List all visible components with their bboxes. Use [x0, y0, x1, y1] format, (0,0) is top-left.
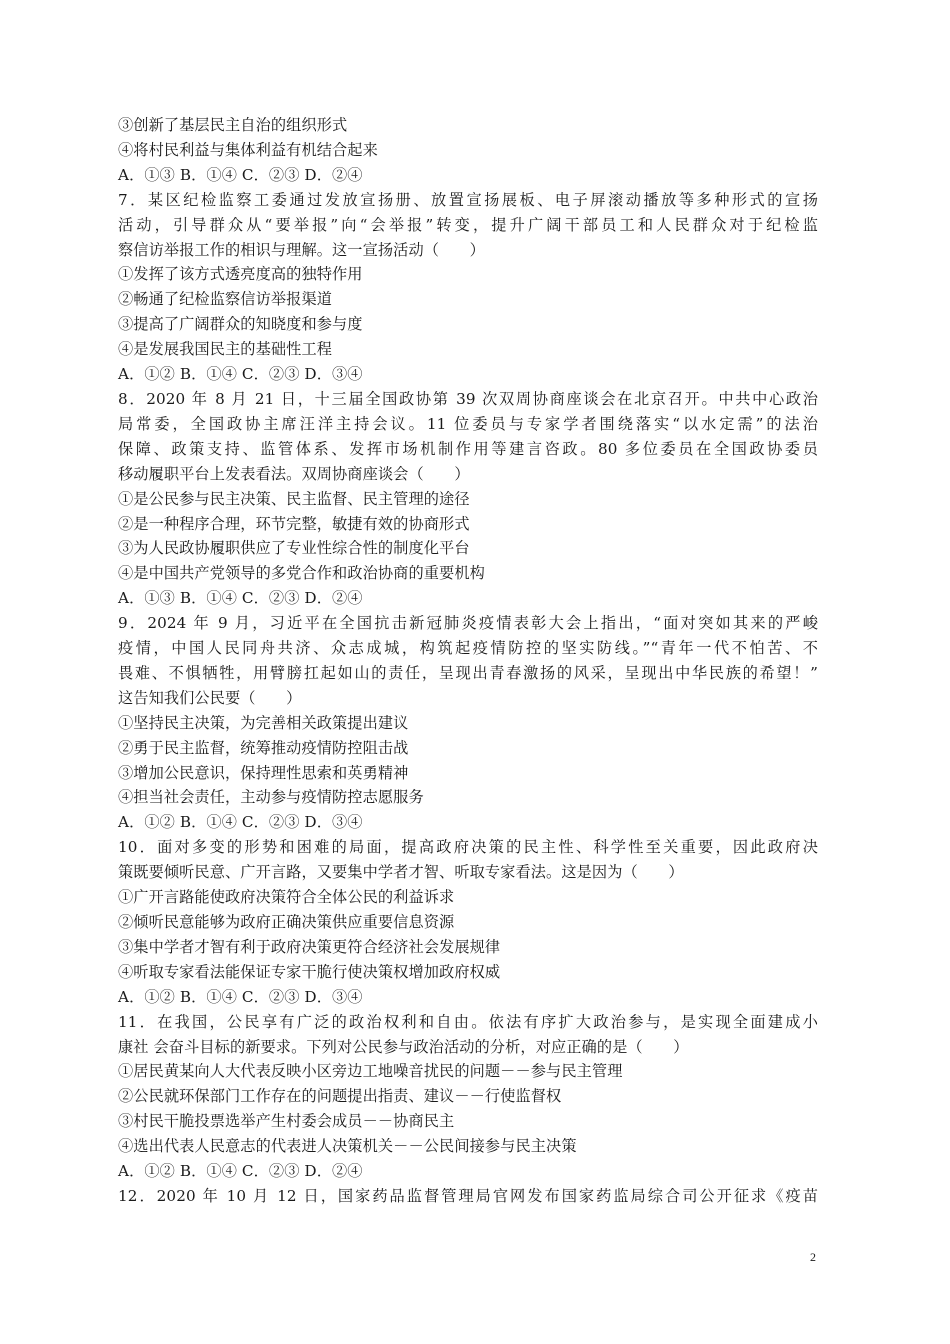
question-8-text: 局常委，全国政协主席汪洋主持会议。11 位委员与专家学者围绕落实“以水定需”的法治: [118, 414, 818, 433]
answer-choices: A．①③ B．①④ C．②③ D．②④: [118, 589, 363, 608]
option-line: ④听取专家看法能保证专家干脆行使决策权增加政府权威: [118, 962, 501, 981]
option-line: ③村民干脆投票选举产生村委会成员－－协商民主: [118, 1112, 455, 1131]
option-line: ③为人民政协履职供应了专业性综合性的制度化平台: [118, 539, 470, 558]
option-line: ④担当社会责任，主动参与疫情防控志愿服务: [118, 788, 424, 807]
question-7-text: 察信访举报工作的相识与理解。这一宣扬活动（ ）: [118, 240, 485, 259]
option-line: ①居民黄某向人大代表反映小区旁边工地噪音扰民的问题－－参与民主管理: [118, 1062, 623, 1081]
option-line: ③集中学者才智有利于政府决策更符合经济社会发展规律: [118, 937, 501, 956]
option-line: ④是发展我国民主的基础性工程: [118, 340, 333, 359]
option-line: ④是中国共产党领导的多党合作和政治协商的重要机构: [118, 564, 485, 583]
question-7-text: 活动，引导群众从“要举报”向“会举报”转变，提升广阔干部员工和人民群众对于纪检监: [118, 215, 818, 234]
option-line: ②公民就环保部门工作存在的问题提出指责、建议－－行使监督权: [118, 1087, 562, 1106]
question-8-text: 保障、政策支持、监管体系、发挥市场机制作用等建言咨政。80 多位委员在全国政协委员: [118, 439, 818, 458]
option-line: ④选出代表人民意志的代表进人决策机关－－公民间接参与民主决策: [118, 1137, 577, 1156]
answer-choices: A．①② B．①④ C．②③ D．②④: [118, 1162, 363, 1181]
answer-choices: A．①② B．①④ C．②③ D．③④: [118, 813, 363, 832]
page-number: 2: [810, 1250, 816, 1264]
option-line: ④将村民利益与集体利益有机结合起来: [118, 140, 378, 159]
question-10-text: 10．面对多变的形势和困难的局面，提高政府决策的民主性、科学性至关重要，因此政府决: [118, 838, 818, 857]
option-line: ①是公民参与民主决策、民主监督、民主管理的途径: [118, 489, 470, 508]
option-line: ①发挥了该方式透亮度高的独特作用: [118, 265, 363, 284]
answer-choices: A．①② B．①④ C．②③ D．③④: [118, 987, 363, 1006]
question-8-text: 8．2020 年 8 月 21 日，十三届全国政协第 39 次双周协商座谈会在北京召开。中共中心政治: [118, 389, 818, 408]
question-12-text: 12．2020 年 10 月 12 日，国家药品监督管理局官网发布国家药监局综合司公开征求《疫苗: [118, 1186, 818, 1205]
question-9-text: 9．2024 年 9 月，习近平在全国抗击新冠肺炎疫情表彰大会上指出，“面对突如其来的严峻: [118, 614, 818, 633]
answer-choices: A．①② B．①④ C．②③ D．③④: [118, 365, 363, 384]
option-line: ③增加公民意识，保持理性思索和英勇精神: [118, 763, 409, 782]
option-line: ③提高了广阔群众的知晓度和参与度: [118, 315, 363, 334]
option-line: ①广开言路能使政府决策符合全体公民的利益诉求: [118, 888, 455, 907]
answer-choices: A．①③ B．①④ C．②③ D．②④: [118, 165, 363, 184]
option-line: ①坚持民主决策，为完善相关政策提出建议: [118, 713, 409, 732]
question-9-text: 疫情，中国人民同舟共济、众志成城，构筑起疫情防控的坚实防线。”“青年一代不怕苦、不: [118, 639, 818, 658]
question-8-text: 移动履职平台上发表看法。双周协商座谈会（ ）: [118, 464, 470, 483]
question-10-text: 策既要倾听民意、广开言路，又要集中学者才智、听取专家看法。这是因为（ ）: [118, 863, 684, 882]
question-7-text: 7．某区纪检监察工委通过发放宣扬册、放置宣扬展板、电子屏滚动播放等多种形式的宣扬: [118, 190, 818, 209]
question-11-text: 11．在我国，公民享有广泛的政治权利和自由。依法有序扩大政治参与，是实现全面建成小: [118, 1012, 818, 1031]
option-line: ②倾听民意能够为政府正确决策供应重要信息资源: [118, 913, 455, 931]
question-9-text: 畏难、不惧牺牲，用臂膀扛起如山的责任，呈现出青春激扬的风采，呈现出中华民族的希望！”: [118, 663, 818, 682]
option-line: ②畅通了纪检监察信访举报渠道: [118, 290, 333, 309]
document-body: [118, 113, 818, 1209]
question-11-text: 康社 会奋斗目标的新要求。下列对公民参与政治活动的分析，对应正确的是（ ）: [118, 1037, 689, 1056]
question-9-text: 这告知我们公民要（ ）: [118, 688, 302, 707]
option-line: ②勇于民主监督，统筹推动疫情防控阻击战: [118, 738, 409, 757]
option-line: ③创新了基层民主自治的组织形式: [118, 116, 348, 134]
option-line: ②是一种程序合理，环节完整，敏捷有效的协商形式: [118, 514, 470, 533]
